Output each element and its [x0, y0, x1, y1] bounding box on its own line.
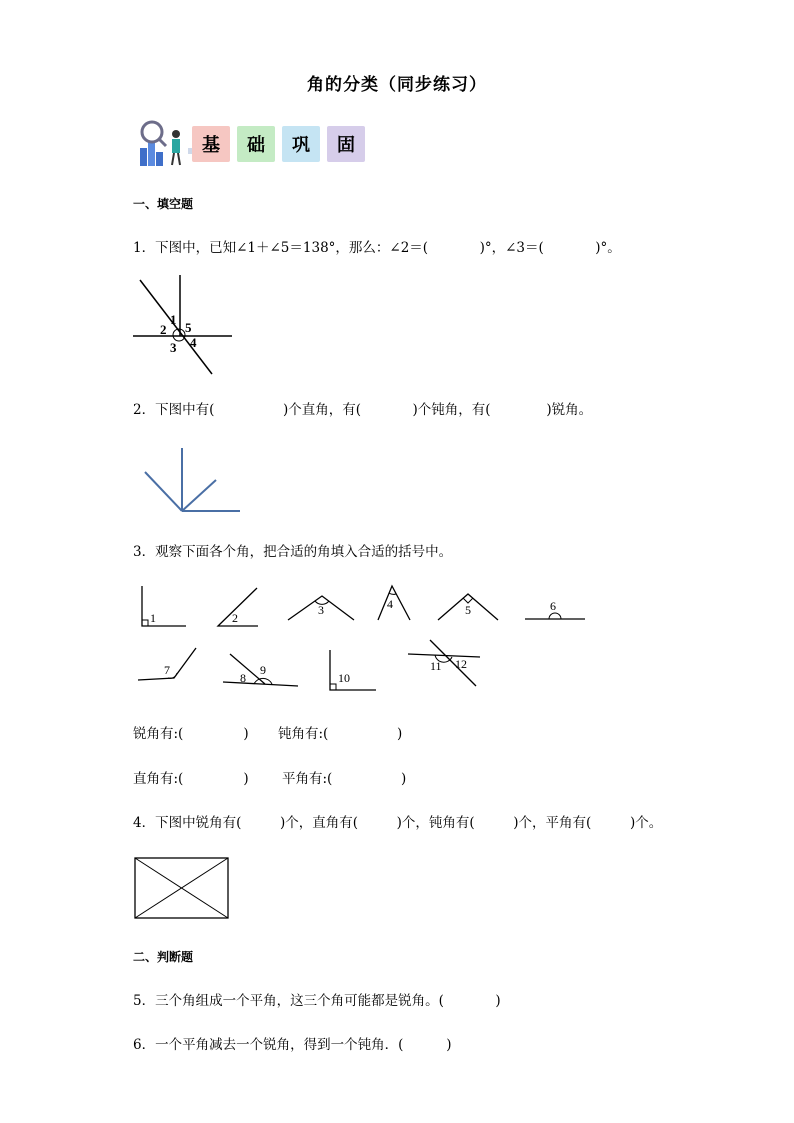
q3-label-7: 7	[164, 663, 170, 677]
question-2: 2．下图中有( )个直角，有( )个钝角，有( )锐角。	[133, 402, 593, 418]
section-heading-fill: 一、填空题	[133, 197, 194, 211]
q1-intersecting-lines-figure	[130, 272, 236, 378]
q1-label-5: 5	[185, 320, 192, 335]
q3-right-answer: 直角有:( )	[133, 771, 249, 787]
banner-tile-gu: 固	[327, 126, 365, 162]
q3-label-6: 6	[550, 599, 556, 613]
q3-label-12: 12	[455, 657, 467, 671]
q1-label-3: 3	[170, 340, 177, 355]
banner-tile-ji: 基	[192, 126, 230, 162]
q3-label-1: 1	[150, 611, 156, 625]
question-5: 5．三个角组成一个平角，这三个角可能都是锐角。( )	[133, 993, 501, 1009]
banner-tile-chu: 础	[237, 126, 275, 162]
q3-label-8: 8	[240, 671, 246, 685]
q3-label-11: 11	[430, 659, 442, 673]
q3-label-9: 9	[260, 663, 266, 677]
magnifier-logo-icon	[132, 118, 190, 168]
q4-rectangle-diagonals-figure	[133, 856, 231, 922]
question-4: 4．下图中锐角有( )个，直角有( )个，钝角有( )个，平角有( )个。	[133, 815, 663, 831]
q3-obtuse-answer: 钝角有:( )	[278, 726, 403, 742]
q2-rays-figure	[140, 445, 250, 515]
q3-label-3: 3	[318, 603, 324, 617]
section-heading-judge: 二、判断题	[133, 950, 194, 964]
q3-angles-figure	[130, 578, 600, 698]
question-3: 3．观察下面各个角，把合适的角填入合适的括号中。	[133, 544, 453, 560]
q1-label-4: 4	[190, 335, 197, 350]
banner-tile-gong: 巩	[282, 126, 320, 162]
q3-label-4: 4	[387, 597, 393, 611]
q3-label-2: 2	[232, 611, 238, 625]
question-1: 1．下图中，已知∠1＋∠5＝138°，那么：∠2＝( )°，∠3＝( )°。	[133, 240, 621, 256]
q1-label-2: 2	[160, 322, 167, 337]
q3-label-10: 10	[338, 671, 350, 685]
q3-acute-answer: 锐角有:( )	[133, 726, 249, 742]
q3-straight-answer: 平角有:( )	[282, 771, 407, 787]
question-6: 6．一个平角减去一个锐角，得到一个钝角．( )	[133, 1037, 452, 1053]
page-title: 角的分类（同步练习）	[307, 75, 487, 95]
q3-label-5: 5	[465, 603, 471, 617]
q1-label-1: 1	[170, 312, 177, 327]
